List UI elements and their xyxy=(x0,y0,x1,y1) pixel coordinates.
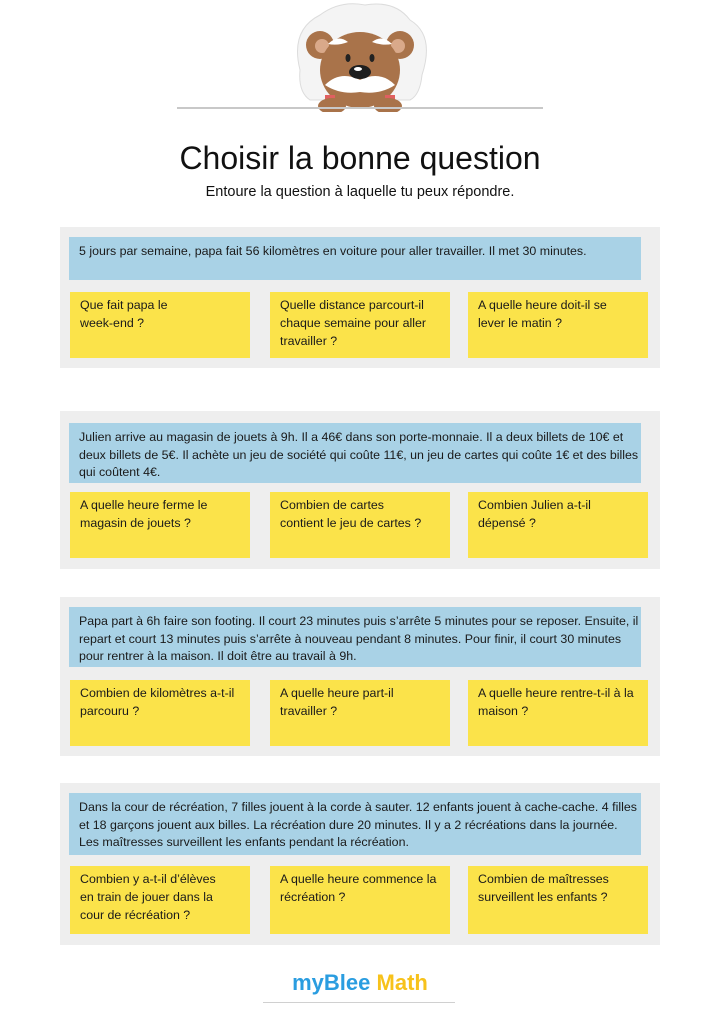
problem-statement: Papa part à 6h faire son footing. Il court 23 minutes puis s’arrête 5 minutes pour se reposer. Ensuite, il repart et court 13 minutes puis s’arrête à nouveau pendant 8 minutes. Pour finir, il court 30 minutes pour rentrer à la maison. Il doit être au travail à 9h. xyxy=(69,607,641,667)
page-instructions: Entoure la question à laquelle tu peux répondre. xyxy=(205,184,515,200)
brand-logo xyxy=(0,970,720,996)
problem-statement: Julien arrive au magasin de jouets à 9h. Il a 46€ dans son porte-monnaie. Il a deux billets de 10€ et deux billets de 5€. Il achète un jeu de société qui coûte 11€, un jeu de cartes qui coûte 1€ et des billes qui coûtent 4€. xyxy=(69,423,641,483)
question-option[interactable]: A quelle heure commence la récréation ? xyxy=(270,866,450,934)
question-option[interactable]: A quelle heure rentre-t-il à la maison ? xyxy=(468,680,648,746)
header-divider xyxy=(177,107,543,109)
page-title: Choisir la bonne question xyxy=(179,140,541,176)
problem-card xyxy=(60,783,660,945)
bear-mascot-illustration xyxy=(270,0,450,112)
question-option[interactable]: Quelle distance parcourt-il chaque semaine pour aller travailler ? xyxy=(270,292,450,358)
footer-divider xyxy=(263,1002,455,1003)
logo-text-math: Math xyxy=(376,970,428,995)
problem-statement: Dans la cour de récréation, 7 filles jouent à la corde à sauter. 12 enfants jouent à cache-cache. 4 filles et 18 garçons jouent aux billes. La récréation dure 20 minutes. Il y a 2 récréations dans la journée. Les maîtresses surveillent les enfants pendant la récréation. xyxy=(69,793,641,855)
question-option[interactable]: A quelle heure part-il travailler ? xyxy=(270,680,450,746)
question-option[interactable]: Que fait papa le week-end ? xyxy=(70,292,250,358)
problem-statement: 5 jours par semaine, papa fait 56 kilomètres en voiture pour aller travailler. Il met 30 minutes. xyxy=(69,237,641,280)
problem-card xyxy=(60,411,660,569)
question-option[interactable]: A quelle heure ferme le magasin de jouets ? xyxy=(70,492,250,558)
logo-text-myblee: myBlee xyxy=(292,970,371,995)
question-option[interactable]: Combien de kilomètres a-t-il parcouru ? xyxy=(70,680,250,746)
question-option[interactable]: Combien Julien a-t-il dépensé ? xyxy=(468,492,648,558)
question-option[interactable]: Combien de cartes contient le jeu de cartes ? xyxy=(270,492,450,558)
problem-card xyxy=(60,597,660,756)
question-option[interactable]: A quelle heure doit-il se lever le matin ? xyxy=(468,292,648,358)
problem-card xyxy=(60,227,660,368)
question-option[interactable]: Combien y a-t-il d’élèves en train de jouer dans la cour de récréation ? xyxy=(70,866,250,934)
question-option[interactable]: Combien de maîtresses surveillent les enfants ? xyxy=(468,866,648,934)
